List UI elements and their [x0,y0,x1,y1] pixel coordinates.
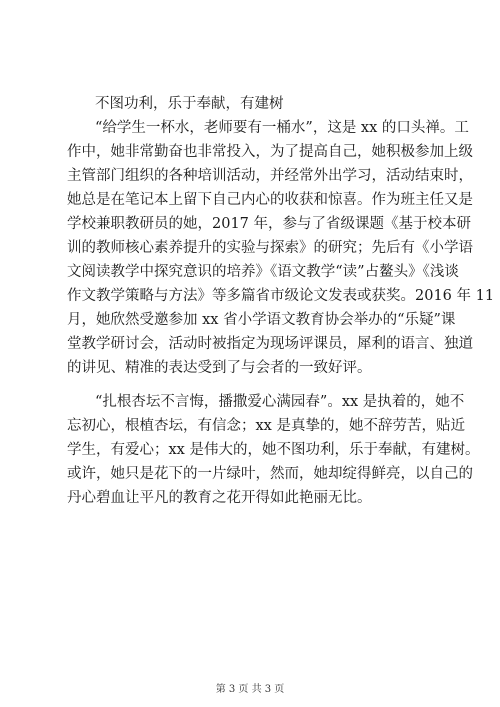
paragraph-line: 丹心碧血让平凡的教育之花开得如此艳丽无比。 [67,490,372,506]
paragraph-line: 或许，她只是花下的一片绿叶，然而，她却绽得鲜亮，以自己的 [67,466,473,482]
paragraph-line: “给学生一杯水，老师要有一桶水”，这是 xx 的口头禅。工 [95,120,469,136]
paragraph-line: 作文教学策略与方法》等多篇省市级论文发表或获奖。2016 年 11 [67,288,495,304]
paragraph-line: 学校兼职教研员的她，2017 年，参与了省级课题《基于校本研 [67,216,472,232]
paragraph-line: “扎根杏坛不言悔，播撒爱心满园春”。xx 是执着的，她不 [95,394,465,410]
paragraph-line: 训的教师核心素养提升的实验与探索》的研究；先后有《小学语 [67,240,473,256]
paragraph-line: 忘初心，根植杏坛，有信念；xx 是真挚的，她不辞劳苦，贴近 [67,418,465,434]
paragraph-line: 学生，有爱心；xx 是伟大的，她不图功利，乐于奉献，有建树。 [67,442,480,458]
paragraph-line: 堂教学研讨会，活动时被指定为现场评课员，犀利的语言、独道 [67,336,473,352]
paragraph-line: 月，她欣然受邀参加 xx 省小学语文教育协会举办的“乐疑”课 [67,312,456,328]
paragraph-line: 她总是在笔记本上留下自己内心的收获和惊喜。作为班主任又是 [67,192,473,208]
section-heading: 不图功利，乐于奉献，有建树 [95,96,284,112]
paragraph-line: 作中，她非常勤奋也非常投入，为了提高自己，她积极参加上级 [67,144,473,160]
page-number-footer: 第 3 页 共 3 页 [215,684,285,695]
paragraph-line: 文阅读教学中探究意识的培养》《语文教学“读”占鳌头》《浅谈 [67,264,459,280]
paragraph-line: 的讲见、精准的表达受到了与会者的一致好评。 [67,360,372,376]
paragraph-line: 主管部门组织的各种培训活动，并经常外出学习，活动结束时， [67,168,473,184]
